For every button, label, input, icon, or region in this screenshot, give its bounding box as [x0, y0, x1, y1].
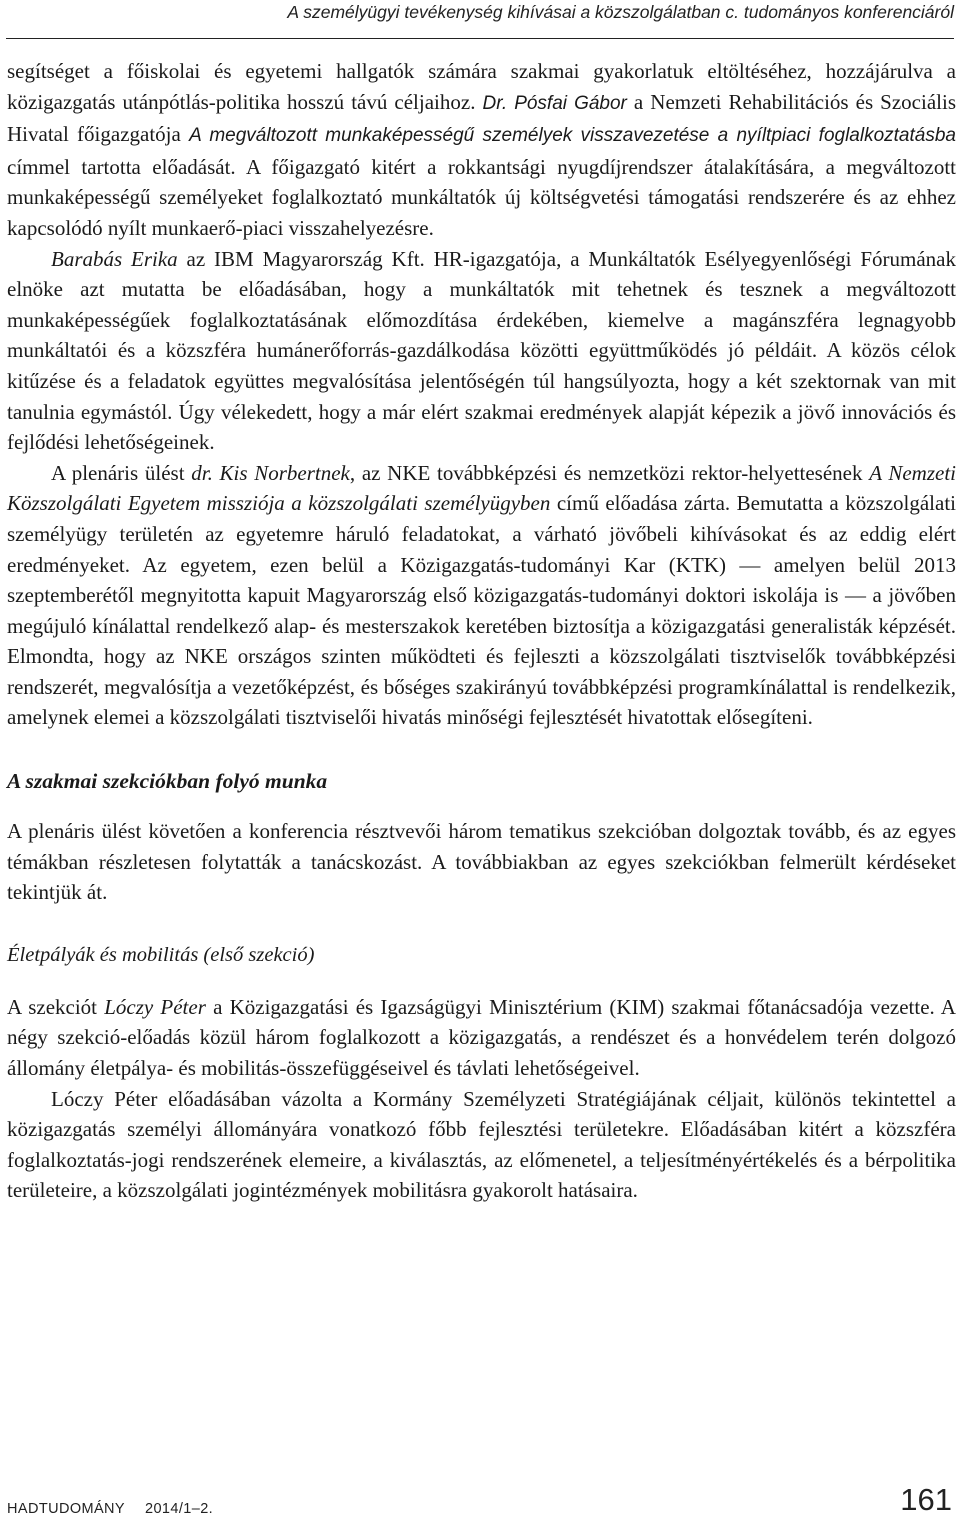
- article-body: [7, 56, 956, 1206]
- paragraph-loczy-talk: Lóczy Péter előadásában vázolta a Kormány Személyzeti Stratégiájának céljait, különös tekintettel a közigazgatás személyi állományára vonatkozó főbb fejlesztési területekre. Előadásában kitért a közszféra foglalkoztatás-jogi rendszerének elemeire, a kiválasztás, az előmenetel, a teljesítményértékelés és a bérpolitika területeire, a közszolgálati jogintézmények mobilitásra gyakorolt hatásaira.: [7, 1086, 956, 1203]
- speaker-name: Barabás Erika: [51, 246, 178, 271]
- paragraph-text: címmel tartotta előadását. A főigazgató kitért a rokkantsági nyugdíjrendszer átalakítására, a megváltozott munkaképességű személyeket foglalkoztató munkáltatók új költségvetési támogatási rendszerére és az ehhez kapcsolódó nyílt munkaerő-piaci visszahelyezésre.: [7, 154, 956, 240]
- speaker-name: dr. Kis Norbertnek: [191, 460, 350, 485]
- paragraph-sections-intro: A plenáris ülést követően a konferencia résztvevői három tematikus szekcióban dolgoztak tovább, és az egyes témákban részletesen folytatták a tanácskozást. A továbbiakban az egyes szekciókban felmerült kérdéseket tekintjük át.: [7, 819, 956, 905]
- page-number: 161: [900, 1482, 952, 1517]
- paragraph-kis: [7, 458, 956, 733]
- paragraph-text: az IBM Magyarország Kft. HR-igazgatója, a Munkáltatók Esélyegyenlőségi Fórumának elnöke azt mutatta be előadásában, hogy a munkáltatók mit tehetnek és tesznek a megváltozott munkaképességűek foglalkoztatásának előmozdítása érdekében, kiemelve a magánszféra legnagyobb munkáltatói és a közszféra humánerőforrás-gazdálkodása közötti együttműködés jó példáit. A közös célok kitűzése és a feladatok együttes megvalósítása jelentőségén túl hangsúlyozta, hogy a két szektornak van mit tanulnia egymástól. Úgy vélekedett, hogy a már elért szakmai eredmények alapját képezik a jövő innovációs és fejlődési lehetőségeinek.: [7, 246, 956, 455]
- paragraph-text: segítséget a főiskolai és egyetemi hallgatók számára szakmai gyakorlatuk eltöltéséhez, hozzájárulva a közigazgatás utánpótlás-politika hosszú távú céljaihoz.: [7, 59, 956, 114]
- header-rule: [6, 38, 954, 39]
- sub-heading: Életpályák és mobilitás (első szekció): [7, 943, 315, 966]
- paragraph-barabas: [7, 244, 956, 458]
- footer-journal: [7, 1501, 213, 1517]
- paragraph-loczy-intro: [7, 992, 956, 1084]
- paragraph-text: a Közigazgatási és Igazságügyi Minisztérium (KIM) szakmai főtanácsadója vezette. A négy szekció-előadás közül három foglalkozott a közigazgatás, a rendészet és a honvédelem terén dolgozó állomány életpálya- és mobilitás-összefüggéseivel és távlati lehetőségeivel.: [7, 994, 956, 1081]
- paragraph-text: , az NKE továbbképzési és nemzetközi rektor-helyettesének: [349, 460, 870, 485]
- journal-name: HADTUDOMÁNY: [7, 1501, 125, 1517]
- talk-title: A Nemzeti Közszolgálati Egyetem missziója a közszolgálati személyügyben: [7, 460, 957, 516]
- speaker-name: Dr. Pósfai Gábor: [482, 92, 627, 114]
- paragraph-posfai: [7, 56, 956, 244]
- paragraph-text: című előadása zárta. Bemutatta a közszolgálati személyügy területén az egyetemre háruló feladatokat, a várható jövőbeli kihívásokat és az eddig elért eredményeket. Az egyetem, ezen belül a Közigazgatás-tudományi Kar (KTK) — amelyen belül 2013 szeptemberétől megnyitotta kapuit Magyarország első közigazgatás-tudományi doktori iskolája is — a jövőben megújuló kínálattal rendelkező alap- és mesterszakok keretében biztosítja a közigazgatási generalisták képzését. Elmondta, hogy az NKE országos szinten működteti és fejleszti a közszolgálati tisztviselők továbbképzési rendszerét, megvalósítja a vezetőképzést, és bőséges szakirányú továbbképzési programkínálattal is rendelkezik, amelynek elemei a közszolgálati tisztviselői hivatás minőségi fejlesztését hivatottak elősegíteni.: [7, 491, 956, 730]
- paragraph-text: A plenáris ülést: [51, 460, 192, 485]
- paragraph-text: a Nemzeti Rehabilitációs és Szociális Hivatal főigazgatója: [7, 89, 957, 147]
- speaker-name: Lóczy Péter: [104, 994, 206, 1019]
- running-head: A személyügyi tevékenység kihívásai a közszolgálatban c. tudományos konferenciáról: [287, 2, 954, 22]
- journal-issue: 2014/1–2.: [145, 1501, 214, 1517]
- talk-title: A megváltozott munkaképességű személyek visszavezetése a nyíltpiaci foglalkoztatásba: [189, 125, 956, 147]
- section-heading: A szakmai szekciókban folyó munka: [7, 769, 328, 794]
- paragraph-text: A szekciót: [7, 994, 105, 1019]
